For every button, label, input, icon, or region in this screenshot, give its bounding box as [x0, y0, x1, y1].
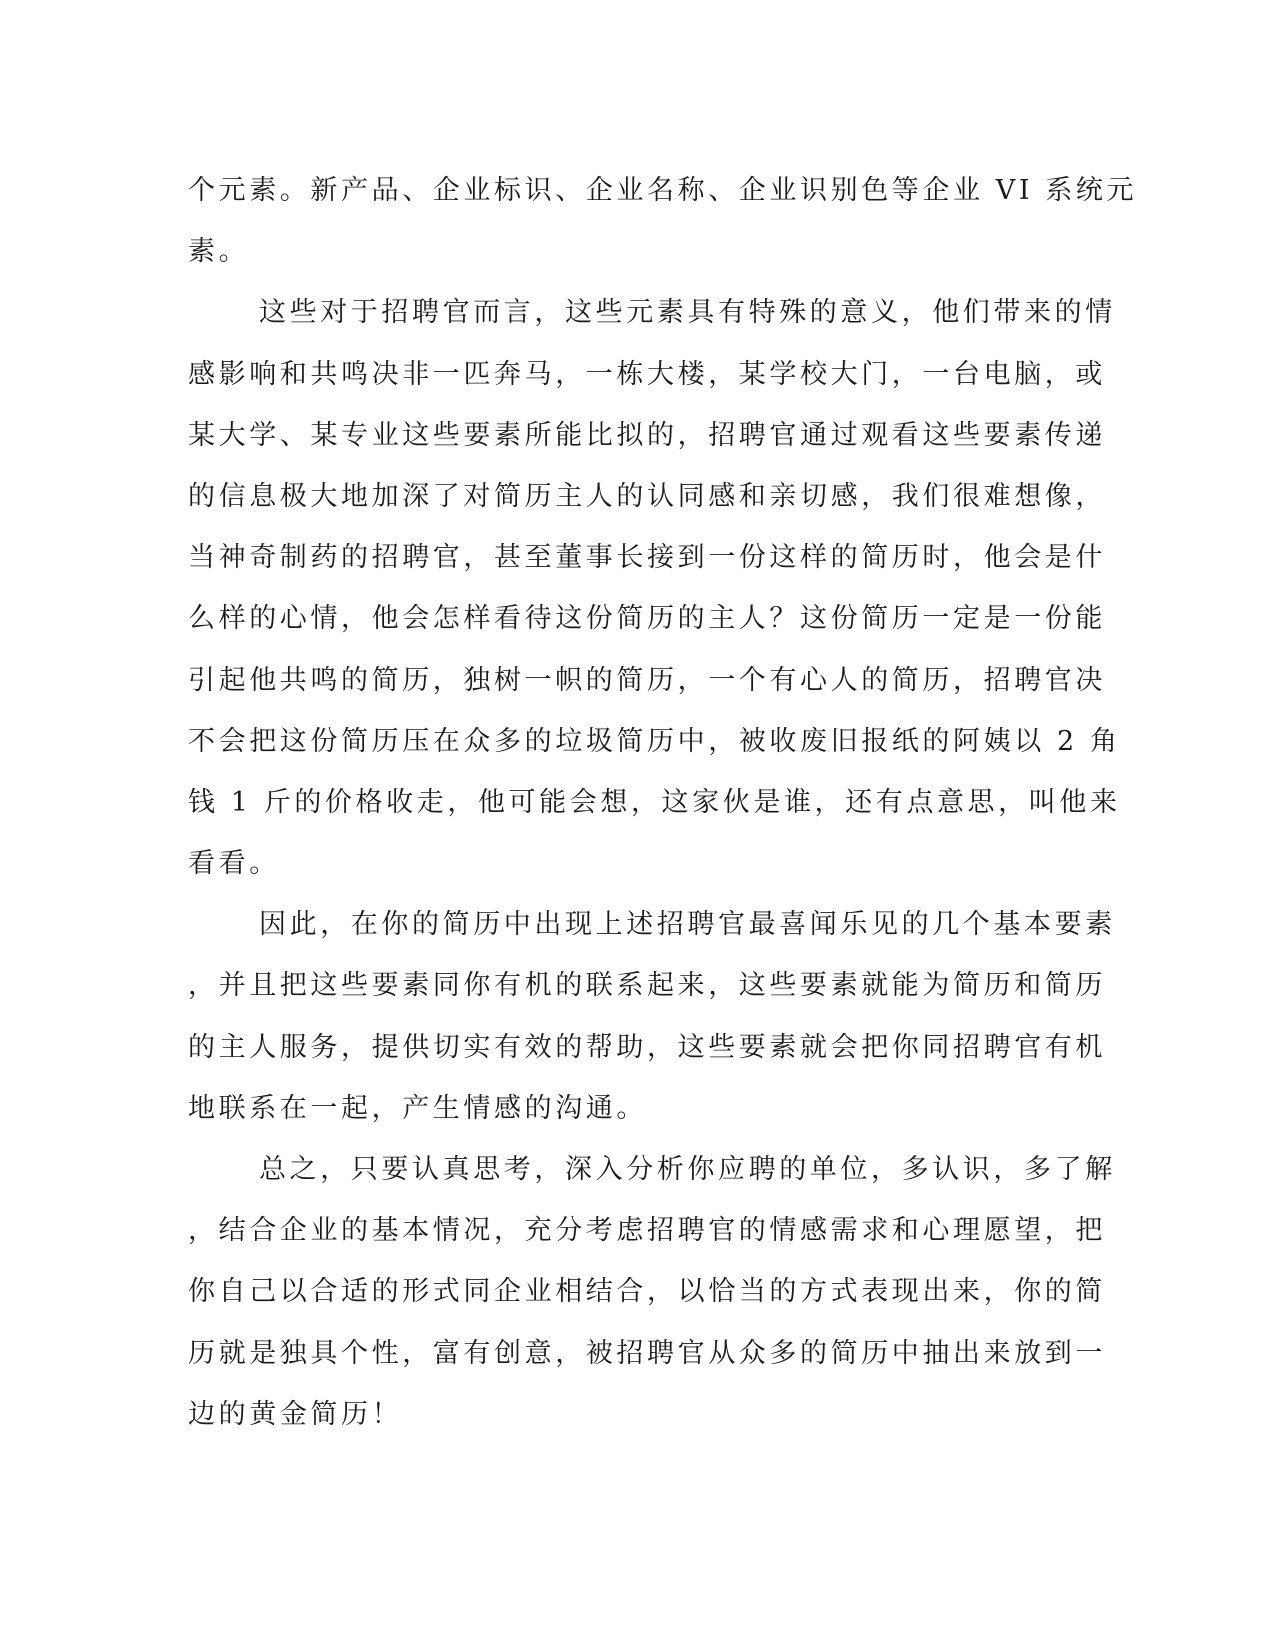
text-line: 素。: [188, 236, 250, 268]
document-body: [188, 160, 1138, 1445]
text-line: 边的黄金简历！: [188, 1398, 403, 1430]
text-line: 感影响和共鸣决非一匹奔马，一栋大楼，某学校大门，一台电脑，或: [188, 358, 1106, 390]
paragraph-1: [188, 160, 1138, 282]
text-line: 看看。: [188, 848, 280, 880]
text-line: 总之，只要认真思考，深入分析你应聘的单位，多认识，多了解: [259, 1154, 1116, 1185]
text-line: 这些对于招聘官而言，这些元素具有特殊的意义，他们带来的情: [259, 297, 1116, 329]
text-line: 引起他共鸣的简历，独树一帜的简历，一个有心人的简历，招聘官决: [188, 664, 1106, 696]
text-line: 某大学、某专业这些要素所能比拟的，招聘官通过观看这些要素传递: [188, 419, 1106, 451]
text-line: 不会把这份简历压在众多的垃圾简历中，被收废旧报纸的阿姨以 2 角: [188, 725, 1121, 757]
text-line: 个元素。新产品、企业标识、企业名称、企业识别色等企业 VI 系统元: [188, 175, 1138, 206]
text-line: 么样的心情，他会怎样看待这份简历的主人？这份简历一定是一份能: [188, 603, 1106, 635]
text-line: 你自己以合适的形式同企业相结合，以恰当的方式表现出来，你的简: [188, 1276, 1106, 1308]
text-line: 历就是独具个性，富有创意，被招聘官从众多的简历中抽出来放到一: [188, 1337, 1106, 1369]
text-line: ，并且把这些要素同你有机的联系起来，这些要素就能为简历和简历: [188, 970, 1106, 1002]
text-line: 的主人服务，提供切实有效的帮助，这些要素就会把你同招聘官有机: [188, 1031, 1106, 1063]
text-line: 钱 1 斤的价格收走，他可能会想，这家伙是谁，还有点意思，叫他来: [188, 786, 1121, 818]
text-line: 当神奇制药的招聘官，甚至董事长接到一份这样的简历时，他会是什: [188, 542, 1106, 574]
text-line: 地联系在一起，产生情感的沟通。: [188, 1092, 647, 1124]
text-line: 的信息极大地加深了对简历主人的认同感和亲切感，我们很难想像，: [188, 480, 1106, 512]
text-line: 因此，在你的简历中出现上述招聘官最喜闻乐见的几个基本要素: [259, 909, 1116, 941]
text-line: ，结合企业的基本情况，充分考虑招聘官的情感需求和心理愿望，把: [188, 1215, 1106, 1247]
paragraph-4: [188, 1139, 1116, 1445]
paragraph-3: [188, 894, 1116, 1139]
paragraph-2: [188, 282, 1121, 894]
